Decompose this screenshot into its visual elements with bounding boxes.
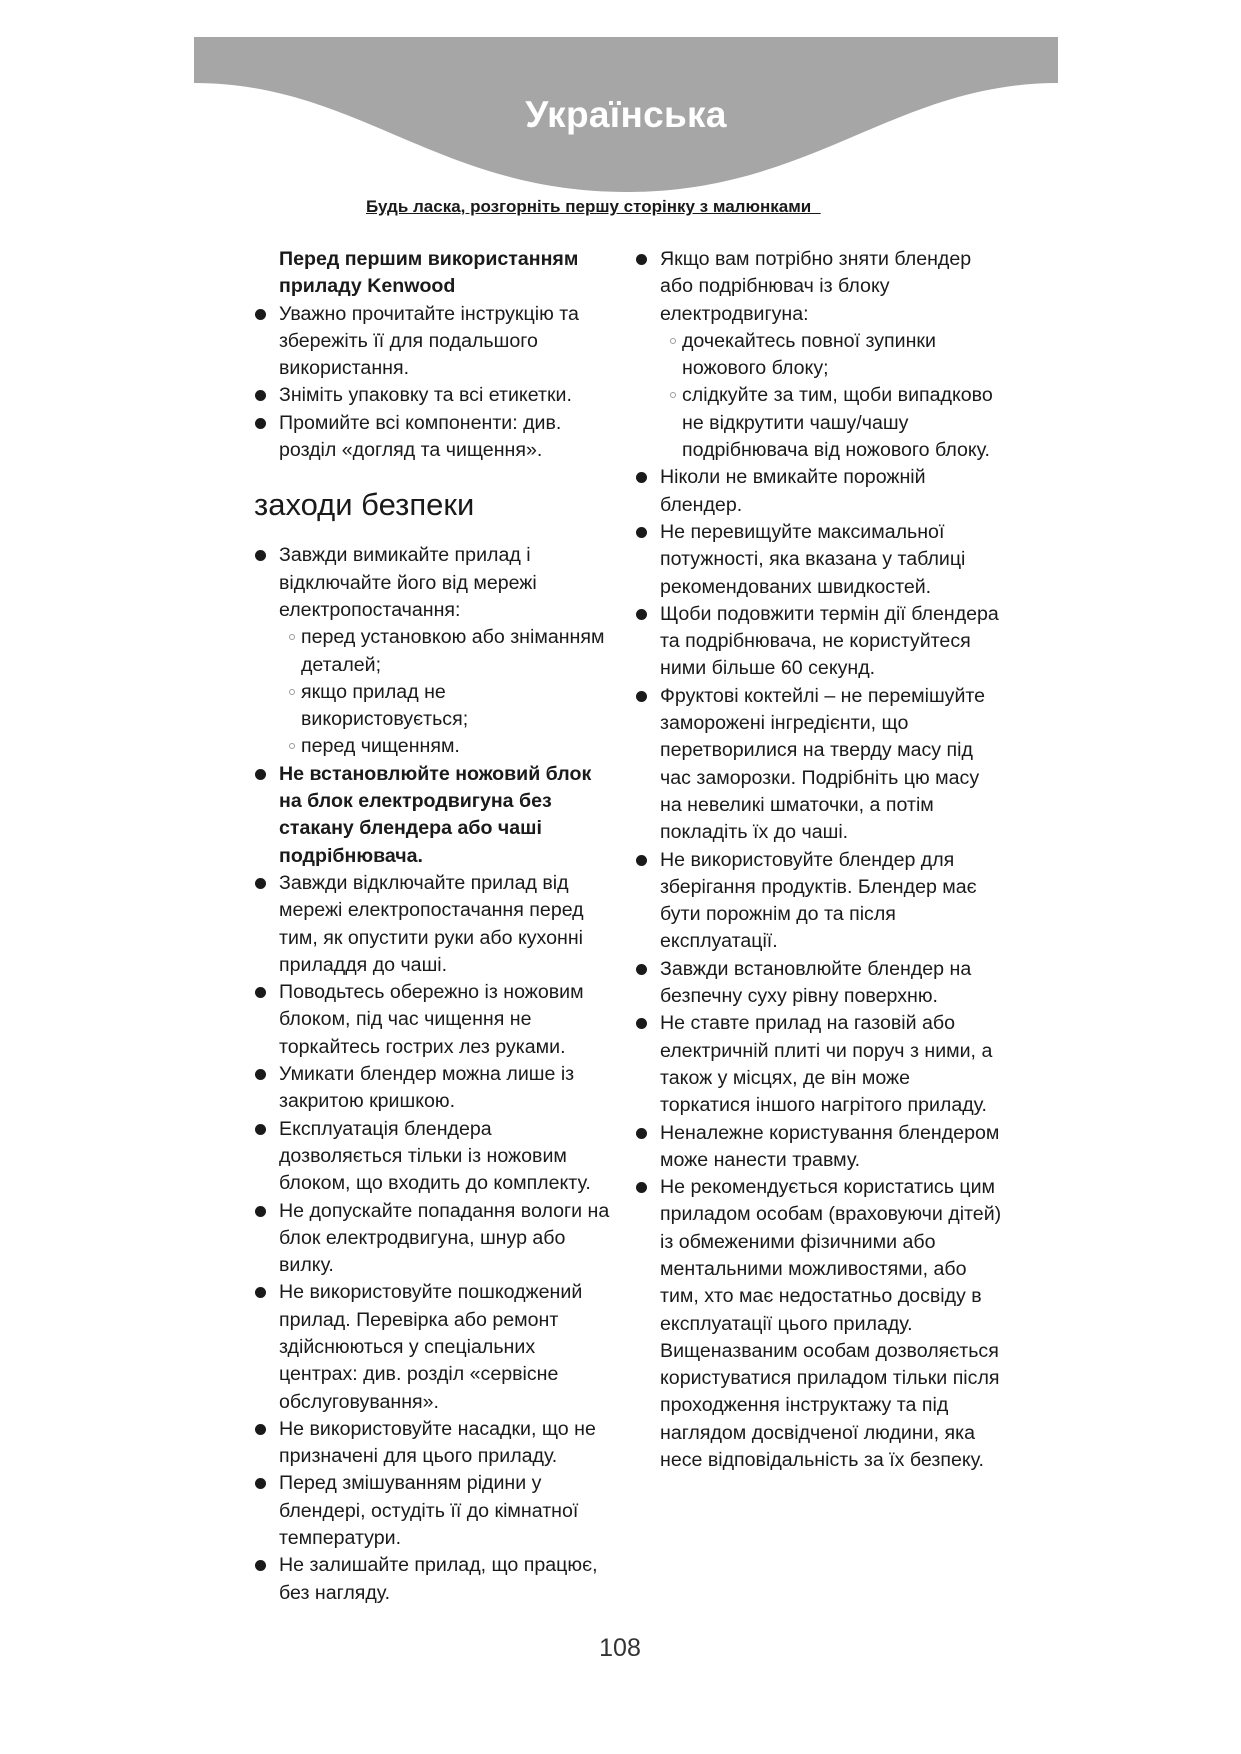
safety-list <box>252 542 612 1607</box>
safety-item: Перед змішуванням рідини у блендері, остудіть її до кімнатної температури. <box>252 1470 612 1552</box>
page-title: Українська <box>525 94 727 135</box>
safety-warning-item: Не встановлюйте ножовий блок на блок електродвигуна без стакану блендера або чаші подрібнювача. <box>252 761 612 870</box>
safety-list-continued <box>633 246 1003 1474</box>
safety-heading: заходи безпеки <box>254 487 475 523</box>
safety-item: Поводьтесь обережно із ножовим блоком, під час чищення не торкайтесь гострих лез руками. <box>252 979 612 1061</box>
safety-item: Завжди встановлюйте блендер на безпечну суху рівну поверхню. <box>633 956 1003 1011</box>
safety-item: Не використовуйте пошкоджений прилад. Перевірка або ремонт здійснюються у спеціальних центрах: див. розділ «сервісне обслуговування». <box>252 1279 612 1415</box>
safety-subitem: перед установкою або зніманням деталей; <box>279 624 612 679</box>
safety-item: Не перевищуйте максимальної потужності, яка вказана у таблиці рекомендованих швидкостей. <box>633 519 1003 601</box>
intro-item: Уважно прочитайте інструкцію та збережіть її для подальшого використання. <box>252 301 612 383</box>
safety-item: Ніколи не вмикайте порожній блендер. <box>633 464 1003 519</box>
safety-item: Не використовуйте насадки, що не призначені для цього приладу. <box>252 1416 612 1471</box>
page-number: 108 <box>599 1634 641 1662</box>
intro-list <box>252 301 612 465</box>
safety-sublist <box>660 328 1003 464</box>
safety-subitem: якщо прилад не використовується; <box>279 679 612 734</box>
intro-heading: Перед першим використанням приладу Kenwood <box>279 248 579 298</box>
safety-item: Не допускайте попадання вологи на блок електродвигуна, шнур або вилку. <box>252 1198 612 1280</box>
safety-item: Не ставте прилад на газовій або електричній плиті чи поруч з ними, а також у місцях, де він може торкатися іншого нагрітого приладу. <box>633 1010 1003 1119</box>
safety-item: Фруктові коктейлі – не перемішуйте заморожені інгредієнти, що перетворилися на тверду масу під час заморозки. Подрібніть цю масу на невеликі шматочки, а потім покладіть їх до чаші. <box>633 683 1003 847</box>
safety-item-text: Якщо вам потрібно зняти блендер або подрібнювач із блоку електродвигуна: <box>660 248 972 325</box>
safety-item-text: Завжди вимикайте прилад і відключайте його від мережі електропостачання: <box>279 544 537 621</box>
safety-item: Не рекомендується користатись цим приладом особам (враховуючи дітей) із обмеженими фізичними або ментальними можливостями, або тим, хто має недостатньо досвіду в експлуатації цього приладу. Вищеназваним особам дозволяється користуватися приладом тільки після проходження інструктажу та під наглядом досвідченої людини, яка несе відповідальність за їх безпеку. <box>633 1174 1003 1474</box>
safety-item: Щоби подовжити термін дії блендера та подрібнювача, не користуйтеся ними більше 60 секунд. <box>633 601 1003 683</box>
safety-item: Експлуатація блендера дозволяється тільки із ножовим блоком, що входить до комплекту. <box>252 1116 612 1198</box>
safety-subitem: дочекайтесь повної зупинки ножового блоку; <box>660 328 1003 383</box>
safety-item: Не використовуйте блендер для зберігання продуктів. Блендер має бути порожнім до та після експлуатації. <box>633 847 1003 956</box>
right-column <box>633 246 1003 1474</box>
safety-item: Не залишайте прилад, що працює, без нагляду. <box>252 1552 612 1607</box>
left-column <box>252 246 612 1607</box>
intro-item: Промийте всі компоненти: див. розділ «догляд та чищення». <box>252 410 612 465</box>
safety-item: Умикати блендер можна лише із закритою кришкою. <box>252 1061 612 1116</box>
safety-subitem: слідкуйте за тим, щоби випадково не відкрутити чашу/чашу подрібнювача від ножового блоку. <box>660 382 1003 464</box>
safety-sublist <box>279 624 612 760</box>
safety-subitem: перед чищенням. <box>279 733 612 760</box>
safety-item <box>633 246 1003 464</box>
intro-item: Зніміть упаковку та всі етикетки. <box>252 382 612 409</box>
unfold-notice: Будь ласка, розгорніть першу сторінку з малюнками <box>366 197 821 216</box>
safety-item <box>252 542 612 760</box>
safety-item: Завжди відключайте прилад від мережі електропостачання перед тим, як опустити руки або кухонні приладдя до чаші. <box>252 870 612 979</box>
safety-item: Неналежне користування блендером може нанести травму. <box>633 1120 1003 1175</box>
